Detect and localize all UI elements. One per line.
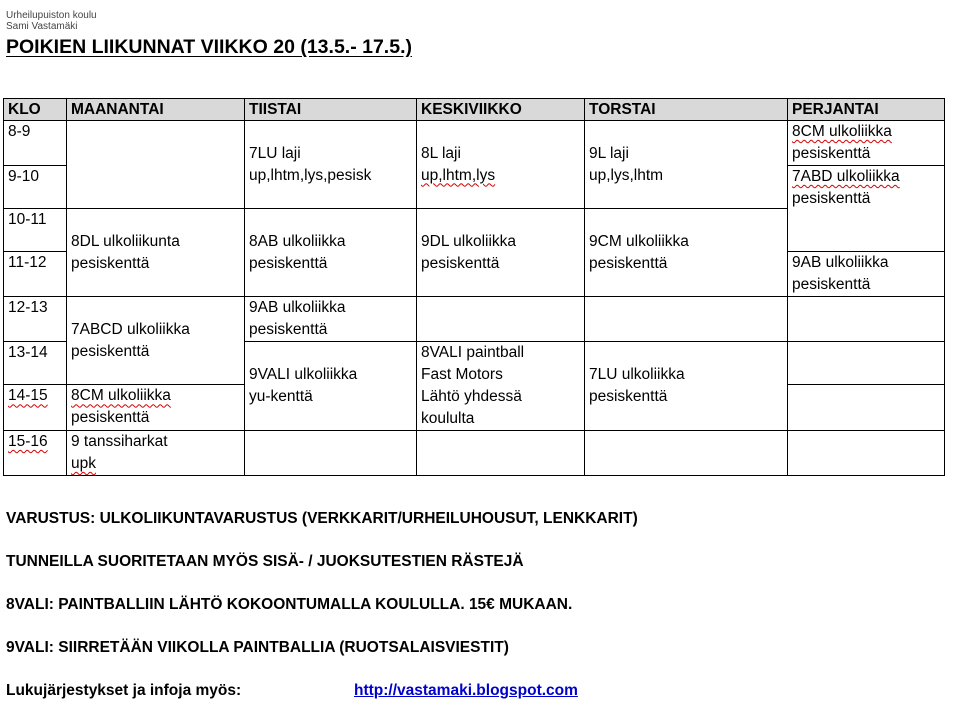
blog-link[interactable]: http://vastamaki.blogspot.com	[354, 682, 578, 699]
cell-line: 9DL ulkoliikka	[421, 232, 517, 250]
author-name: Sami Vastamäki	[6, 21, 78, 32]
schedule-cell-empty	[245, 431, 417, 476]
schedule-cell	[417, 342, 585, 431]
schedule-cell-empty	[585, 297, 788, 342]
cell-line: pesiskenttä	[792, 145, 871, 162]
time-cell: 12-13	[4, 297, 67, 342]
schedule-cell	[788, 121, 945, 166]
info-note: Lukujärjestykset ja infoja myös:	[6, 682, 242, 699]
cell-line: koululta	[421, 410, 475, 427]
col-header-tuesday: TIISTAI	[245, 99, 417, 121]
cell-line: 7ABD ulkoliikka	[792, 168, 900, 185]
cell-line: 8DL ulkoliikunta	[71, 232, 180, 250]
schedule-cell	[245, 209, 417, 297]
schedule-cell	[788, 166, 945, 252]
col-header-friday: PERJANTAI	[788, 99, 945, 121]
cell-line: pesiskenttä	[421, 254, 500, 272]
schedule-cell	[585, 342, 788, 431]
cell-line: pesiskenttä	[71, 254, 150, 272]
cell-line: pesiskenttä	[71, 409, 150, 427]
schedule-cell-empty	[788, 385, 945, 431]
col-header-klo: KLO	[4, 99, 67, 121]
schedule-cell	[67, 431, 245, 476]
time-cell	[4, 431, 67, 476]
equipment-note: VARUSTUS: ULKOLIIKUNTAVARUSTUS (VERKKARIT/URHEILUHOUSUT, LENKKARIT)	[6, 510, 638, 527]
cell-line: 8L laji	[421, 144, 461, 162]
cell-line: up,lys,lhtm	[589, 166, 664, 184]
time-cell: 9-10	[4, 166, 67, 209]
col-header-wednesday: KESKIVIIKKO	[417, 99, 585, 121]
schedule-cell-empty	[417, 297, 585, 342]
cell-line: pesiskenttä	[249, 321, 328, 338]
cell-line: 9AB ulkoliikka	[792, 254, 889, 271]
cell-line: yu-kenttä	[249, 388, 313, 405]
cell-line: pesiskenttä	[792, 276, 871, 293]
cell-line: pesiskenttä	[71, 342, 150, 360]
relay-note: 9VALI: SIIRRETÄÄN VIIKOLLA PAINTBALLIA (RUOTSALAISVIESTIT)	[6, 639, 509, 656]
time-cell: 10-11	[4, 209, 67, 252]
schedule-cell-empty	[788, 297, 945, 342]
paintball-note: 8VALI: PAINTBALLIIN LÄHTÖ KOKOONTUMALLA KOULULLA. 15€ MUKAAN.	[6, 596, 573, 613]
cell-line: pesiskenttä	[792, 190, 871, 207]
table-row	[4, 121, 945, 166]
schedule-cell	[67, 385, 245, 431]
schedule-cell	[585, 209, 788, 297]
cell-line: up,lhtm,lys	[421, 166, 496, 184]
cell-line: pesiskenttä	[589, 254, 668, 272]
schedule-cell	[417, 121, 585, 209]
time-label: 14-15	[8, 387, 48, 405]
col-header-thursday: TORSTAI	[585, 99, 788, 121]
time-cell: 13-14	[4, 342, 67, 385]
schedule-cell	[788, 252, 945, 297]
cell-line: Lähtö yhdessä	[421, 388, 522, 405]
cell-line: 8VALI paintball	[421, 344, 525, 361]
schedule-cell	[417, 209, 585, 297]
time-cell	[4, 385, 67, 431]
cell-line: 9L laji	[589, 144, 629, 162]
cell-line: 9CM ulkoliikka	[589, 232, 689, 250]
schedule-cell	[585, 121, 788, 209]
page-title: POIKIEN LIIKUNNAT VIIKKO 20 (13.5.- 17.5.)	[6, 36, 412, 58]
col-header-monday: MAANANTAI	[67, 99, 245, 121]
cell-line: 9AB ulkoliikka	[249, 299, 346, 316]
cell-line: 8CM ulkoliikka	[792, 123, 892, 140]
cell-line: 7LU ulkoliikka	[589, 366, 685, 383]
table-row	[4, 431, 945, 476]
schedule-table	[3, 98, 945, 476]
school-name: Urheilupuiston koulu	[6, 10, 97, 21]
schedule-cell	[245, 297, 417, 342]
time-cell: 8-9	[4, 121, 67, 166]
schedule-cell-empty	[417, 431, 585, 476]
cell-line: 7ABCD ulkoliikka	[71, 320, 190, 338]
cell-line: 7LU laji	[249, 144, 301, 162]
time-label: 15-16	[8, 433, 48, 450]
schedule-cell	[245, 121, 417, 209]
cell-line: upk	[71, 455, 96, 472]
time-cell: 11-12	[4, 252, 67, 297]
makeup-tests-note: TUNNEILLA SUORITETAAN MYÖS SISÄ- / JUOKSUTESTIEN RÄSTEJÄ	[6, 553, 524, 570]
cell-line: 9 tanssiharkat	[71, 433, 168, 450]
schedule-cell-empty	[67, 121, 245, 209]
cell-line: Fast Motors	[421, 366, 503, 383]
cell-line: up,lhtm,lys,pesisk	[249, 166, 372, 184]
schedule-cell-empty	[788, 342, 945, 385]
schedule-cell-empty	[788, 431, 945, 476]
header-row	[4, 99, 945, 121]
cell-line: pesiskenttä	[249, 254, 328, 272]
schedule-cell	[67, 297, 245, 385]
cell-line: pesiskenttä	[589, 388, 668, 405]
table-row	[4, 297, 945, 342]
schedule-cell-empty	[585, 431, 788, 476]
schedule-cell	[67, 209, 245, 297]
cell-line: 9VALI ulkoliikka	[249, 366, 358, 383]
cell-line: 8CM ulkoliikka	[71, 387, 171, 405]
schedule-cell	[245, 342, 417, 431]
cell-line: 8AB ulkoliikka	[249, 232, 346, 250]
